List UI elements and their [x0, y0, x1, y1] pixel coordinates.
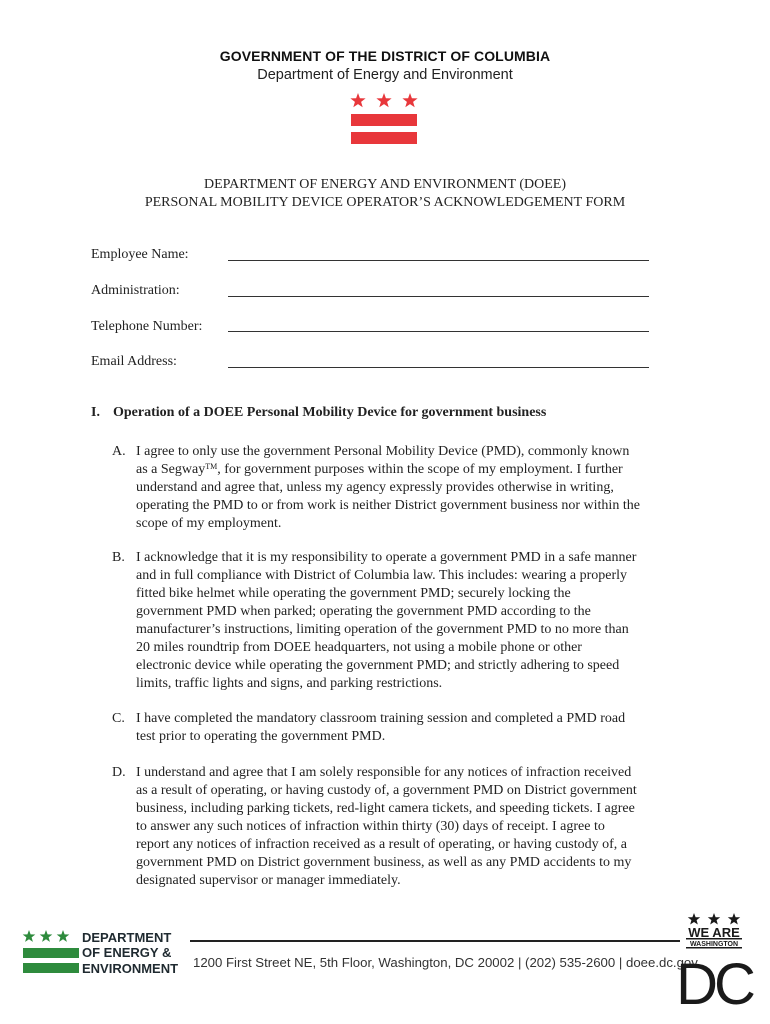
doee-logo [22, 928, 188, 978]
list-item-line: operating the PMD to or from work is neither District government business nor within the [136, 498, 640, 513]
list-item-line: understand and agree that, unless my agency expressly provides otherwise in writing, [136, 480, 614, 495]
section-number: I. [91, 405, 100, 420]
list-item-line: manufacturer’s instructions, limiting operation of the government PMD to no more than [136, 622, 629, 637]
list-item-line: government PMD on District government business, as well as any PMD accidents to my [136, 855, 632, 870]
telephone-number-field[interactable] [228, 331, 649, 332]
form-title-line-1: DEPARTMENT OF ENERGY AND ENVIRONMENT (DOEE) [204, 177, 566, 192]
segway-text: as a Segway [136, 462, 206, 477]
footer-divider [190, 940, 680, 942]
doee-logo-line-1: DEPARTMENT [82, 930, 172, 945]
list-item-line: fitted bike helmet while operating the government PMD; securely locking the [136, 586, 571, 601]
list-item-line: scope of my employment. [136, 516, 282, 531]
list-item-line: designated supervisor or manager immediately. [136, 873, 401, 888]
list-item-line: business, including parking tickets, red-light camera tickets, and speeding tickets. I agree [136, 801, 635, 816]
list-item-line: test prior to operating the government PMD. [136, 729, 386, 744]
list-item-line: I acknowledge that it is my responsibility to operate a government PMD in a safe manner [136, 550, 637, 565]
administration-field[interactable] [228, 296, 649, 297]
list-item-line: and in full compliance with District of Columbia law. This includes: wearing a properly [136, 568, 628, 583]
list-item-line: I understand and agree that I am solely responsible for any notices of infraction received [136, 765, 632, 780]
doee-logo-line-2: OF ENERGY & [82, 945, 172, 960]
dc-flag-logo [350, 92, 418, 148]
section-title: Operation of a DOEE Personal Mobility Device for government business [113, 405, 547, 420]
telephone-number-label: Telephone Number: [91, 319, 203, 334]
segway-line-rest: , for government purposes within the scope of my employment. I further [217, 462, 623, 477]
list-item-letter: A. [112, 444, 126, 459]
footer-address: 1200 First Street NE, 5th Floor, Washington, DC 20002 | (202) 535-2600 | doee.dc.gov [193, 955, 698, 970]
list-item-c [112, 710, 687, 746]
list-item-letter: B. [112, 550, 125, 565]
list-item-line: government PMD when parked; operating the government PMD according to the [136, 604, 591, 619]
list-item-line: I agree to only use the government Personal Mobility Device (PMD), commonly known [136, 444, 630, 459]
list-item-letter: C. [112, 711, 125, 726]
employee-name-label: Employee Name: [91, 247, 189, 262]
wadc-logo-line-3: DC [676, 952, 752, 1017]
list-item-letter: D. [112, 765, 126, 780]
list-item-line: as a result of operating, or having custody of, a government PMD on District government [136, 783, 637, 798]
list-item-line: 20 miles roundtrip from DOEE headquarters, not using a mobile phone or other [136, 640, 582, 655]
section-heading [91, 405, 546, 421]
doee-logo-line-3: ENVIRONMENT [82, 961, 179, 976]
we-are-washington-dc-logo [676, 912, 752, 1017]
list-item-a [112, 443, 687, 533]
list-item-line: report any notices of infraction received as a result of operating, or having custody of, a [136, 837, 627, 852]
government-heading: GOVERNMENT OF THE DISTRICT OF COLUMBIA [219, 48, 551, 64]
email-address-field[interactable] [228, 367, 649, 368]
email-address-label: Email Address: [91, 354, 177, 369]
list-item-line: limits, traffic lights and signs, and parking restrictions. [136, 676, 443, 691]
employee-name-field[interactable] [228, 260, 649, 261]
list-item-line: electronic device while operating the government PMD; and strictly adhering to speed [136, 658, 620, 673]
list-item-line [136, 461, 687, 479]
list-item-line: I have completed the mandatory classroom training session and completed a PMD road [136, 711, 626, 726]
wadc-logo-line-2: WASHINGTON [689, 941, 739, 948]
list-item-line: to answer any such notices of infraction within thirty (30) days of receipt. I agree to [136, 819, 605, 834]
department-subheading: Department of Energy and Environment [257, 67, 513, 83]
wadc-logo-line-1: WE ARE [688, 925, 740, 940]
form-title-line-2: PERSONAL MOBILITY DEVICE OPERATOR’S ACKNOWLEDGEMENT FORM [144, 195, 626, 210]
list-item-d [112, 764, 687, 890]
list-item-b [112, 549, 687, 693]
trademark-mark: TM [205, 462, 218, 471]
administration-label: Administration: [91, 283, 180, 298]
